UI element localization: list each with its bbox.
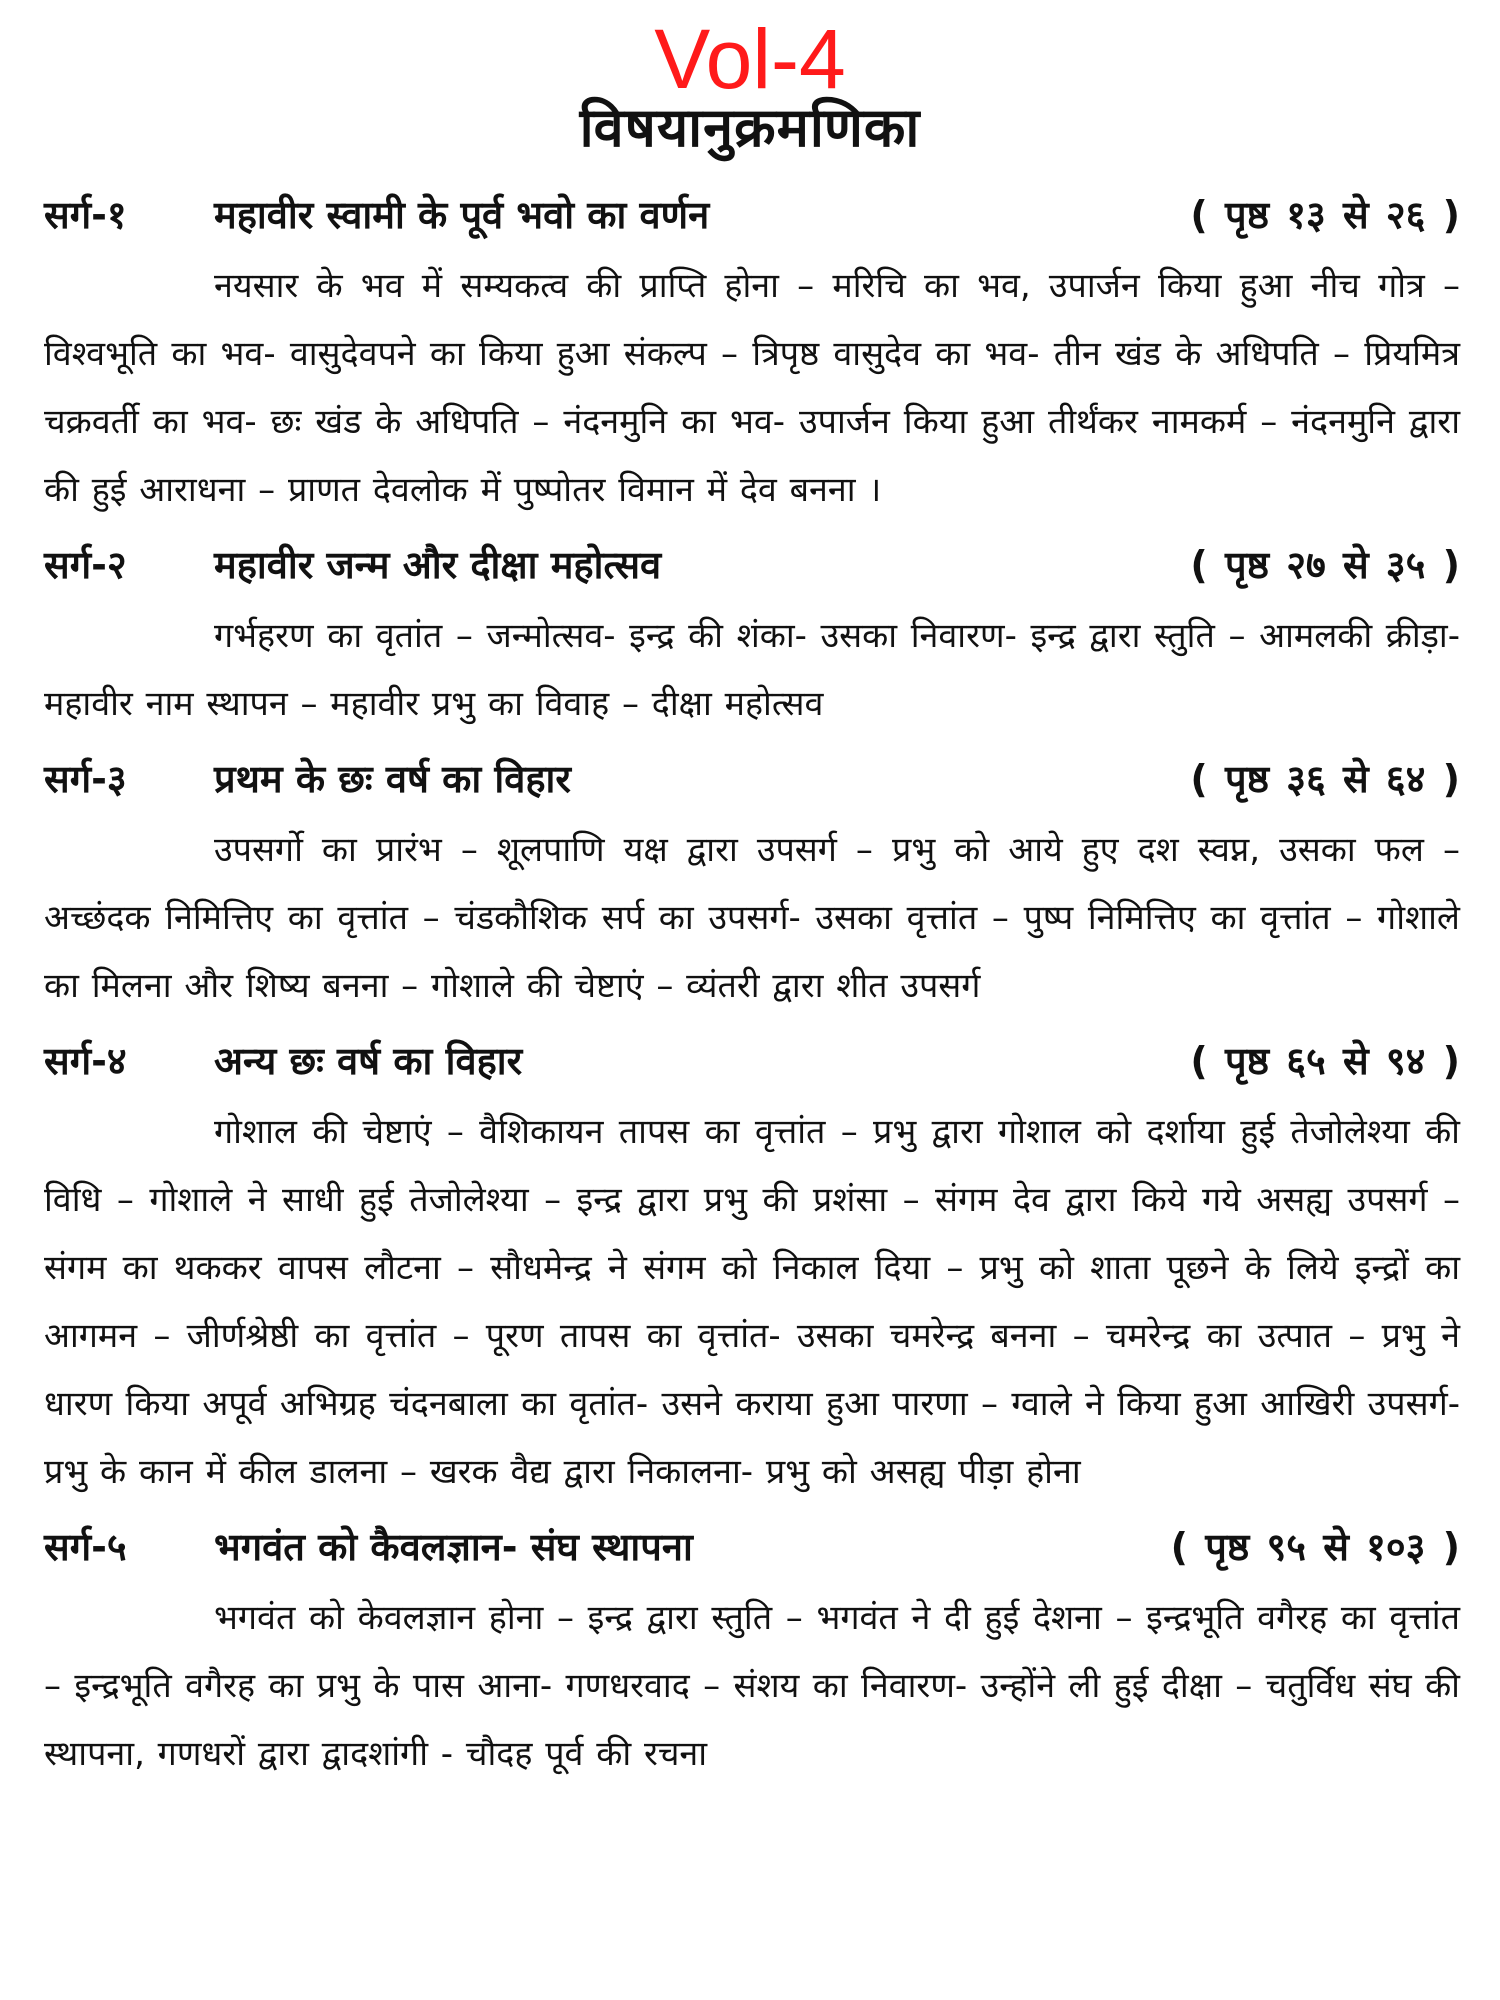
section-page-range: ( पृष्ठ ६५ से ९४ ) — [1190, 1039, 1460, 1083]
section-label: सर्ग-१ — [44, 193, 127, 237]
section-title: महावीर जन्म और दीक्षा महोत्सव — [214, 543, 662, 587]
section-title: अन्य छः वर्ष का विहार — [214, 1039, 523, 1083]
section-label: सर्ग-२ — [44, 543, 127, 587]
section-summary: गर्भहरण का वृतांत – जन्मोत्सव- इन्द्र की शंका- उसका निवारण- इन्द्र द्वारा स्तुति – आमलकी क्रीड़ा- महावीर नाम स्थापन – महावीर प्रभु का विवाह – दीक्षा महोत्सव — [44, 616, 1460, 724]
section-heading — [44, 178, 1460, 252]
section-title: प्रथम के छः वर्ष का विहार — [214, 757, 571, 801]
toc-section-1 — [44, 178, 1460, 524]
section-heading — [44, 1024, 1460, 1098]
section-label: सर्ग-५ — [44, 1525, 127, 1569]
section-page-range: ( पृष्ठ ९५ से १०३ ) — [1170, 1525, 1460, 1569]
volume-label: Vol-4 — [654, 12, 846, 106]
section-heading — [44, 528, 1460, 602]
page-title: विषयानुक्रमणिका — [579, 96, 921, 159]
section-heading — [44, 1510, 1460, 1584]
section-summary: गोशाल की चेष्टाएं – वैशिकायन तापस का वृत्तांत – प्रभु द्वारा गोशाल को दर्शाया हुई तेजोलेश्या की विधि – गोशाले ने साधी हुई तेजोलेश्या – इन्द्र द्वारा प्रभु की प्रशंसा – संगम देव द्वारा किये गये असह्य उपसर्ग – संगम का थककर वापस लौटना – सौधमेन्द्र ने संगम को निकाल दिया – प्रभु को शाता पूछने के लिये इन्द्रों का आगमन – जीर्णश्रेष्ठी का वृत्तांत – पूरण तापस का वृत्तांत- उसका चमरेन्द्र बनना – चमरेन्द्र का उत्पात – प्रभु ने धारण किया अपूर्व अभिग्रह चंदनबाला का वृतांत- उसने कराया हुआ पारणा – ग्वाले ने किया हुआ आखिरी उपसर्ग- प्रभु के कान में कील डालना – खरक वैद्य द्वारा निकालना- प्रभु को असह्य पीड़ा होना — [44, 1112, 1460, 1492]
section-page-range: ( पृष्ठ ३६ से ६४ ) — [1190, 757, 1460, 801]
section-label: सर्ग-४ — [44, 1039, 127, 1083]
table-of-contents — [44, 178, 1460, 1792]
section-page-range: ( पृष्ठ २७ से ३५ ) — [1190, 543, 1460, 587]
section-heading — [44, 742, 1460, 816]
section-title: महावीर स्वामी के पूर्व भवो का वर्णन — [214, 193, 710, 237]
section-summary: नयसार के भव में सम्यकत्व की प्राप्ति होना – मरिचि का भव, उपार्जन किया हुआ नीच गोत्र – विश्वभूति का भव- वासुदेवपने का किया हुआ संकल्प – त्रिपृष्ठ वासुदेव का भव- तीन खंड के अधिपति – प्रियमित्र चक्रवर्ती का भव- छः खंड के अधिपति – नंदनमुनि का भव- उपार्जन किया हुआ तीर्थंकर नामकर्म – नंदनमुनि द्वारा की हुई आराधना – प्राणत देवलोक में पुष्पोतर विमान में देव बनना । — [44, 266, 1460, 510]
section-summary: भगवंत को केवलज्ञान होना – इन्द्र द्वारा स्तुति – भगवंत ने दी हुई देशना – इन्द्रभूति वगैरह का वृत्तांत – इन्द्रभूति वगैरह का प्रभु के पास आना- गणधरवाद – संशय का निवारण- उन्होंने ली हुई दीक्षा – चतुर्विध संघ की स्थापना, गणधरों द्वारा द्वादशांगी - चौदह पूर्व की रचना — [44, 1598, 1460, 1774]
section-title: भगवंत को कैवलज्ञान- संघ स्थापना — [214, 1525, 693, 1569]
section-label: सर्ग-३ — [44, 757, 127, 801]
section-summary: उपसर्गो का प्रारंभ – शूलपाणि यक्ष द्वारा उपसर्ग – प्रभु को आये हुए दश स्वप्न, उसका फल – अच्छंदक निमित्तिए का वृत्तांत – चंडकौशिक सर्प का उपसर्ग- उसका वृत्तांत – पुष्प निमित्तिए का वृत्तांत – गोशाले का मिलना और शिष्य बनना – गोशाले की चेष्टाएं – व्यंतरी द्वारा शीत उपसर्ग — [44, 830, 1460, 1006]
toc-section-5 — [44, 1510, 1460, 1788]
toc-section-2 — [44, 528, 1460, 738]
section-page-range: ( पृष्ठ १३ से २६ ) — [1190, 193, 1460, 237]
toc-section-4 — [44, 1024, 1460, 1506]
toc-section-3 — [44, 742, 1460, 1020]
